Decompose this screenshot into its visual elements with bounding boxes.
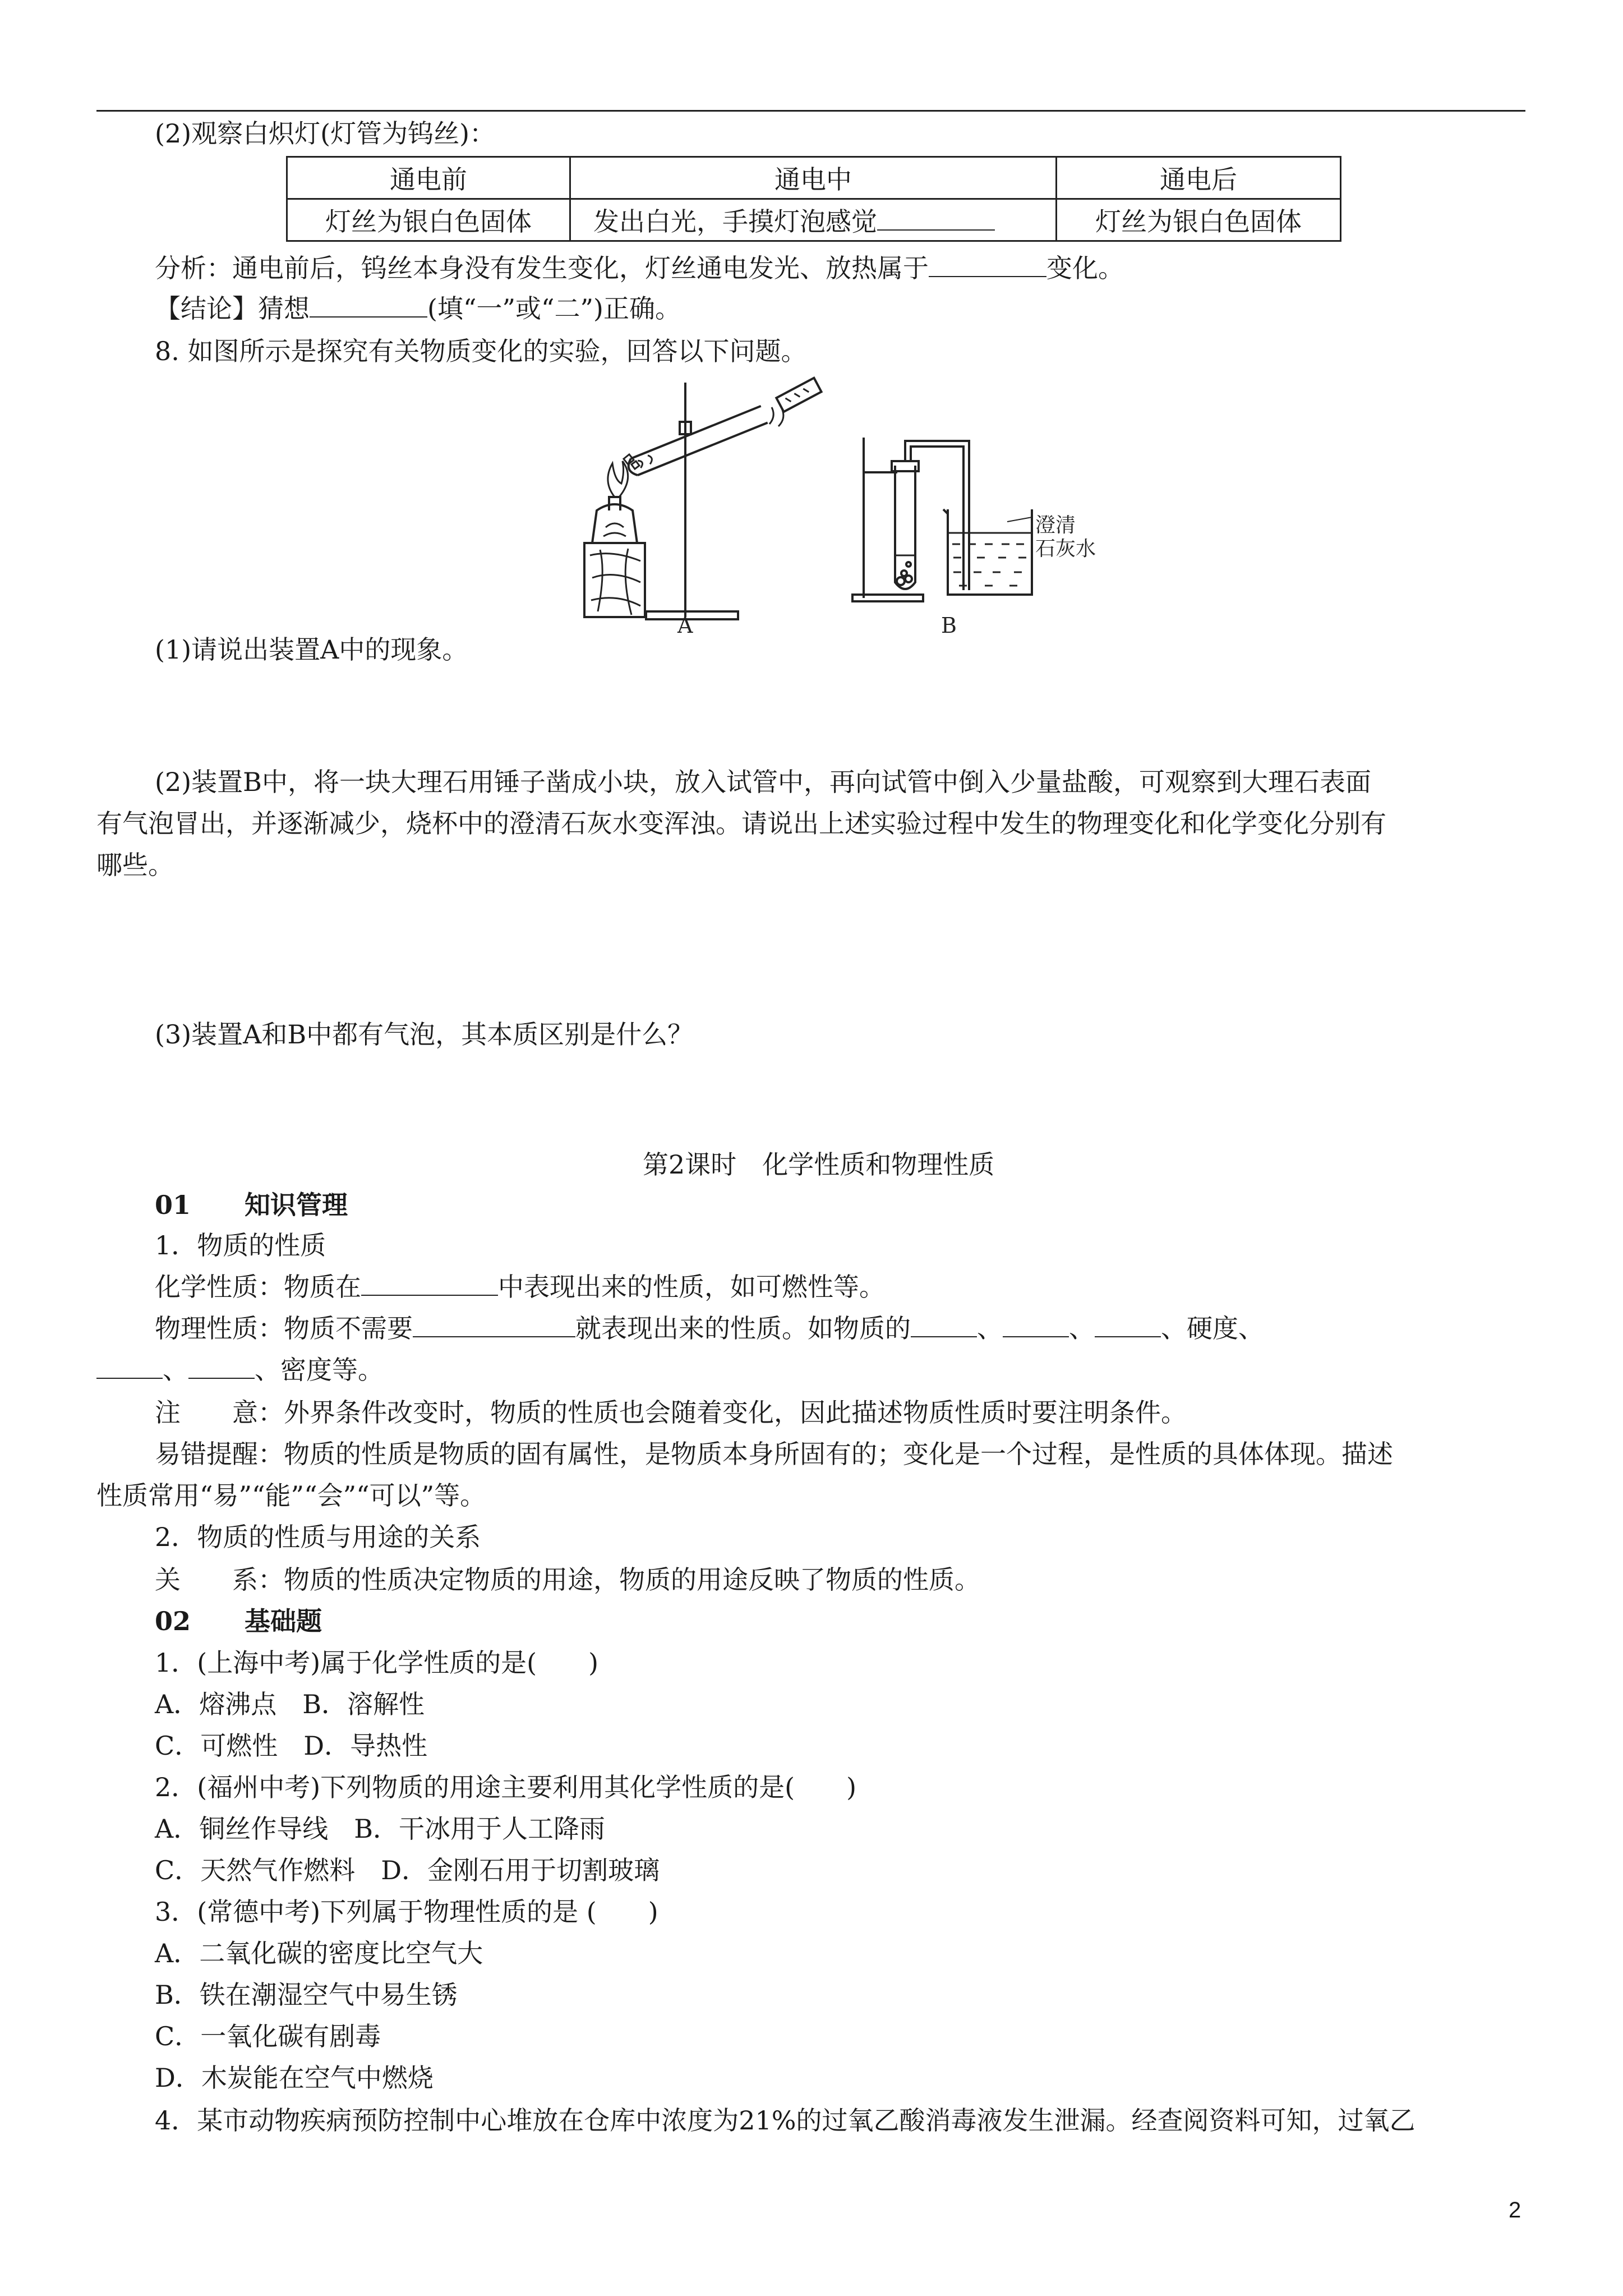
- table-header-before: 通电前: [287, 157, 570, 199]
- question-3-option: B．铁在潮湿空气中易生锈: [155, 1980, 458, 2010]
- relation-line: 关 系：物质的性质决定物质的用途，物质的用途反映了物质的性质。: [155, 1565, 980, 1595]
- table-cell-during: [570, 199, 1057, 241]
- chem-property-text-end: 中表现出来的性质，如可燃性等。: [498, 1272, 885, 1302]
- conclusion-text-end: (填“一”或“二”)正确。: [427, 293, 681, 324]
- note-line: 注 意：外界条件改变时，物质的性质也会随着变化，因此描述物质性质时要注明条件。: [155, 1397, 1187, 1428]
- q8-stem: 8. 如图所示是探究有关物质变化的实验，回答以下问题。: [155, 336, 807, 366]
- question-3-option: A．二氧化碳的密度比空气大: [155, 1938, 483, 1968]
- phys-property-mid: 就表现出来的性质。如物质的: [575, 1313, 911, 1343]
- apparatus-b: [852, 438, 1032, 601]
- table-cell-during-text: 发出白光，手摸灯泡感觉: [593, 206, 877, 237]
- conclusion-line: [155, 292, 681, 325]
- lamp-observation-table: [286, 156, 1341, 242]
- observe-lamp-heading: (2)观察白炽灯(灯管为钨丝)：: [155, 118, 496, 149]
- separator: 、: [163, 1355, 188, 1385]
- phys-property-end: 、密度等。: [255, 1355, 384, 1385]
- knowledge-1: 1．物质的性质: [155, 1230, 326, 1260]
- table-cell-after: 灯丝为银白色固体: [1057, 199, 1341, 241]
- analysis-text-end: 变化。: [1046, 253, 1124, 283]
- table-row: [287, 199, 1341, 241]
- phys-property-text: 物理性质：物质不需要: [155, 1313, 413, 1343]
- header-rule: [96, 110, 1525, 112]
- question-3-option: C．一氧化碳有剧毒: [155, 2021, 381, 2051]
- separator: 、: [1069, 1313, 1095, 1343]
- page-number: 2: [1509, 2198, 1521, 2223]
- q8-sub1: (1)请说出装置A中的现象。: [155, 634, 468, 665]
- section-01-title: 知识管理: [245, 1190, 348, 1220]
- question-4-stem: 4．某市动物疾病预防控制中心堆放在仓库中浓度为21%的过氧乙酸消毒液发生泄漏。经查阅资料可知，过氧乙: [155, 2105, 1415, 2136]
- question-3-option: D．木炭能在空气中燃烧: [155, 2063, 434, 2093]
- chem-property-line: [155, 1270, 885, 1304]
- phys-property-line2: [96, 1353, 384, 1387]
- figure-label-a: A: [677, 613, 693, 638]
- beaker: [943, 509, 1032, 595]
- phys-property-line: [155, 1312, 1264, 1345]
- table-cell-before: 灯丝为银白色固体: [287, 199, 570, 241]
- figure-label-b: B: [941, 613, 957, 638]
- q8-sub2-line3: 哪些。: [96, 850, 174, 880]
- experiment-figure: [561, 370, 1133, 639]
- answer-blank: [911, 1314, 977, 1337]
- chem-property-text: 化学性质：物质在: [155, 1272, 361, 1302]
- test-tube-a: [626, 406, 768, 477]
- analysis-text: 分析：通电前后，钨丝本身没有发生变化，灯丝通电发光、放热属于: [155, 253, 929, 283]
- table-header-during: 通电中: [570, 157, 1057, 199]
- question-1-option-row: A．熔沸点 B．溶解性: [155, 1689, 425, 1719]
- answer-blank: [188, 1355, 255, 1379]
- flame-icon: [608, 461, 628, 497]
- answer-blank: [413, 1314, 575, 1337]
- question-1-option-row: C．可燃性 D．导热性: [155, 1731, 428, 1761]
- answer-blank: [310, 294, 427, 318]
- knowledge-2: 2．物质的性质与用途的关系: [155, 1522, 481, 1552]
- question-2-option-row: C．天然气作燃料 D．金刚石用于切割玻璃: [155, 1855, 660, 1885]
- tip-line1: 易错提醒：物质的性质是物质的固有属性，是物质本身所固有的；变化是一个过程，是性质的具体体现。描述: [155, 1439, 1393, 1469]
- question-3-stem: 3．(常德中考)下列属于物理性质的是 ( ): [155, 1897, 658, 1927]
- question-2-stem: 2．(福州中考)下列物质的用途主要利用其化学性质的是( ): [155, 1772, 857, 1802]
- section-02-title: 基础题: [245, 1606, 322, 1636]
- beaker-label-1: 澄清: [1035, 514, 1076, 537]
- section-02-num: 02: [155, 1606, 191, 1636]
- question-1-stem: 1．(上海中考)属于化学性质的是( ): [155, 1648, 599, 1678]
- phys-property-tail: 、硬度、: [1161, 1313, 1264, 1343]
- table-header-row: [287, 157, 1341, 199]
- answer-blank: [1095, 1314, 1161, 1337]
- analysis-line: [155, 251, 1124, 285]
- answer-blank: [929, 254, 1046, 277]
- section-01-num: 01: [155, 1190, 191, 1220]
- table-header-after: 通电后: [1057, 157, 1341, 199]
- answer-blank: [361, 1272, 498, 1296]
- question-2-option-row: A．铜丝作导线 B．干冰用于人工降雨: [155, 1814, 606, 1844]
- conclusion-text: 【结论】猜想: [155, 293, 310, 324]
- q8-sub2-line2: 有气泡冒出，并逐渐减少，烧杯中的澄清石灰水变浑浊。请说出上述实验过程中发生的物理变化和化学变化分别有: [96, 808, 1386, 839]
- answer-blank: [96, 1355, 163, 1379]
- beaker-label-2: 石灰水: [1035, 537, 1096, 560]
- q8-sub2-line1: (2)装置B中，将一块大理石用锤子凿成小块，放入试管中，再向试管中倒入少量盐酸，可观察到大理石表面: [155, 767, 1371, 797]
- apparatus-a: [584, 378, 822, 619]
- separator: 、: [977, 1313, 1003, 1343]
- glass-slide: [776, 378, 821, 412]
- tip-line2: 性质常用“易”“能”“会”“可以”等。: [96, 1480, 486, 1511]
- answer-blank: [1003, 1314, 1069, 1337]
- answer-blank: [877, 207, 995, 231]
- q8-sub3: (3)装置A和B中都有气泡，其本质区别是什么？: [155, 1019, 694, 1050]
- lesson-title: 第2课时 化学性质和物理性质: [643, 1149, 995, 1180]
